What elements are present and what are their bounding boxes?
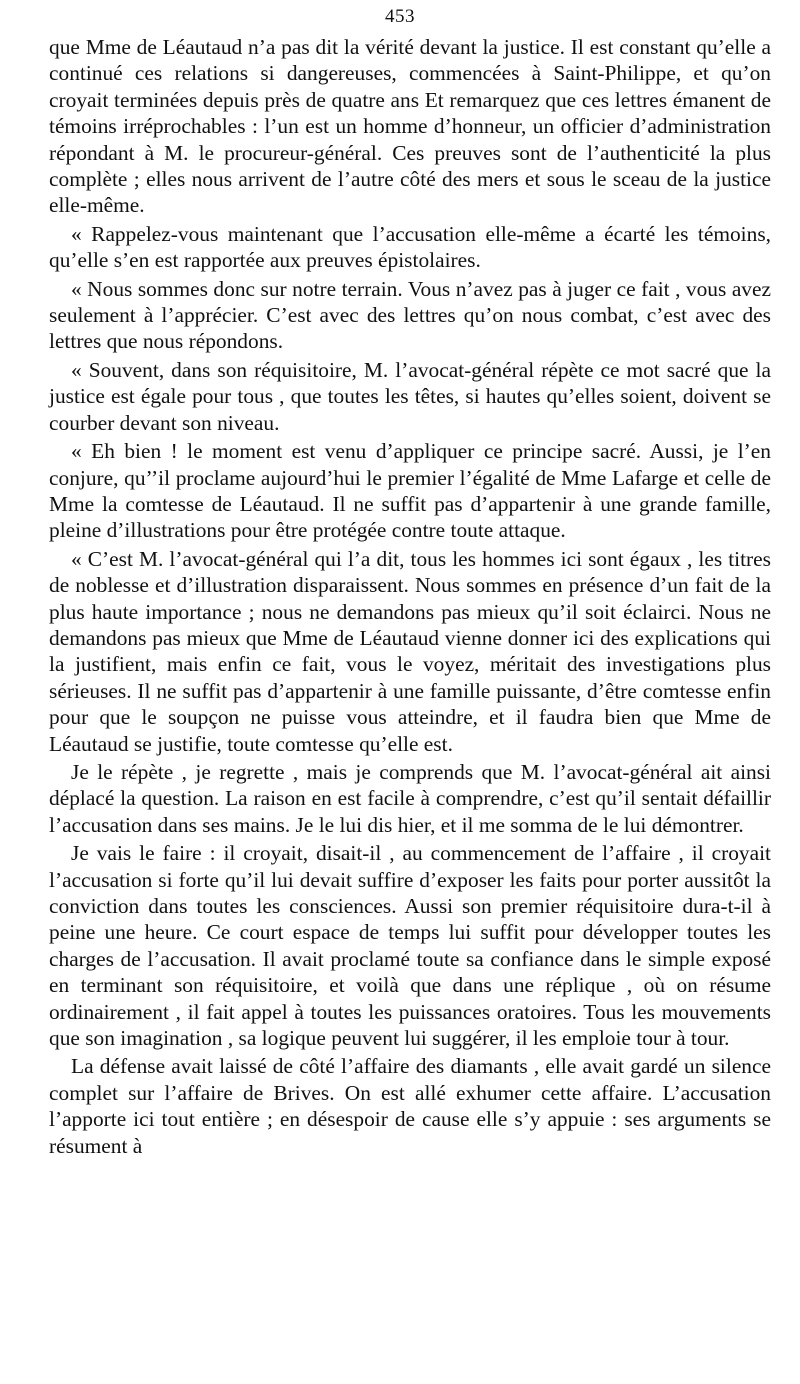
paragraph: Je le répète , je regrette , mais je comprends que M. l’avocat-général ait ainsi déplacé la question. La raison en est facile à comprendre, c’est qu’il sentait défaillir l’accusation dans ses mains. Je le lui dis hier, et il me somma de le lui démontrer.	[49, 759, 771, 837]
paragraph: « Souvent, dans son réquisitoire, M. l’avocat-général répète ce mot sacré que la justice est égale pour tous , que toutes les têtes, si hautes qu’elles soient, doivent se courber devant son niveau.	[49, 357, 771, 435]
paragraph: La défense avait laissé de côté l’affaire des diamants , elle avait gardé un silence complet sur l’affaire de Brives. On est allé exhumer cette affaire. L’accusation l’apporte ici tout entière ; en désespoir de cause elle s’y appuie : ses arguments se résument à	[49, 1054, 771, 1158]
paragraph: « Eh bien ! le moment est venu d’appliquer ce principe sacré. Aussi, je l’en conjure, qu’’il proclame aujourd’hui le premier l’égalité de Mme Lafarge et celle de Mme la comtesse de Léautaud. Il ne suffit pas d’appartenir à une grande famille, pleine d’illustrations pour être protégée contre toute attaque.	[49, 439, 771, 543]
paragraph: Je vais le faire : il croyait, disait-il , au commencement de l’affaire , il croyait l’accusation si forte qu’il lui devait suffire d’exposer les faits pour porter aussitôt la conviction dans toutes les consciences. Aussi son premier réquisitoire dura-t-il à peine une heure. Ce court espace de temps lui suffit pour développer toutes les charges de l’accusation. Il avait proclamé toute sa confiance dans le simple exposé en terminant son réquisitoire, et voilà que dans une réplique , où on résume ordinairement , il fait appel à toutes les puissances oratoires. Tous les mouvements que son imagination , sa logique peuvent lui suggérer, il les emploie tour à tour.	[49, 841, 771, 1051]
paragraph: « C’est M. l’avocat-général qui l’a dit, tous les hommes ici sont égaux , les titres de noblesse et d’illustration disparaissent. Nous sommes en présence d’un fait de la plus haute importance ; nous ne demandons pas mieux qu’il soit éclairci. Nous ne demandons pas mieux que Mme de Léautaud vienne donner ici des explications qui la justifient, mais enfin ce fait, vous le voyez, méritait des investigations plus sérieuses. Il ne suffit pas d’appartenir à une famille puissante, d’être comtesse enfin pour que le soupçon ne puisse vous atteindre, et il faudra bien que Mme de Léautaud se justifie, toute comtesse qu’elle est.	[49, 546, 771, 756]
paragraph: « Rappelez-vous maintenant que l’accusation elle-même a écarté les témoins, qu’elle s’en est rapportée aux preuves épistolaires.	[49, 221, 771, 273]
paragraph: « Nous sommes donc sur notre terrain. Vous n’avez pas à juger ce fait , vous avez seulement à l’apprécier. C’est avec des lettres qu’on nous combat, c’est avec des lettres que nous répondons.	[49, 276, 771, 354]
paragraph: que Mme de Léautaud n’a pas dit la vérité devant la justice. Il est constant qu’elle a continué ces relations si dangereuses, commencées à Saint-Philippe, et qu’on croyait terminées depuis près de quatre ans Et remarquez que ces lettres émanent de témoins irréprochables : l’un est un homme d’honneur, un officier d’administration répondant à M. le procureur-général. Ces preuves sont de l’authenticité la plus complète ; elles nous arrivent de l’autre côté des mers et sous le sceau de la justice elle-même.	[49, 35, 771, 218]
body-text	[49, 34, 771, 1159]
page-number: 453	[385, 6, 415, 27]
